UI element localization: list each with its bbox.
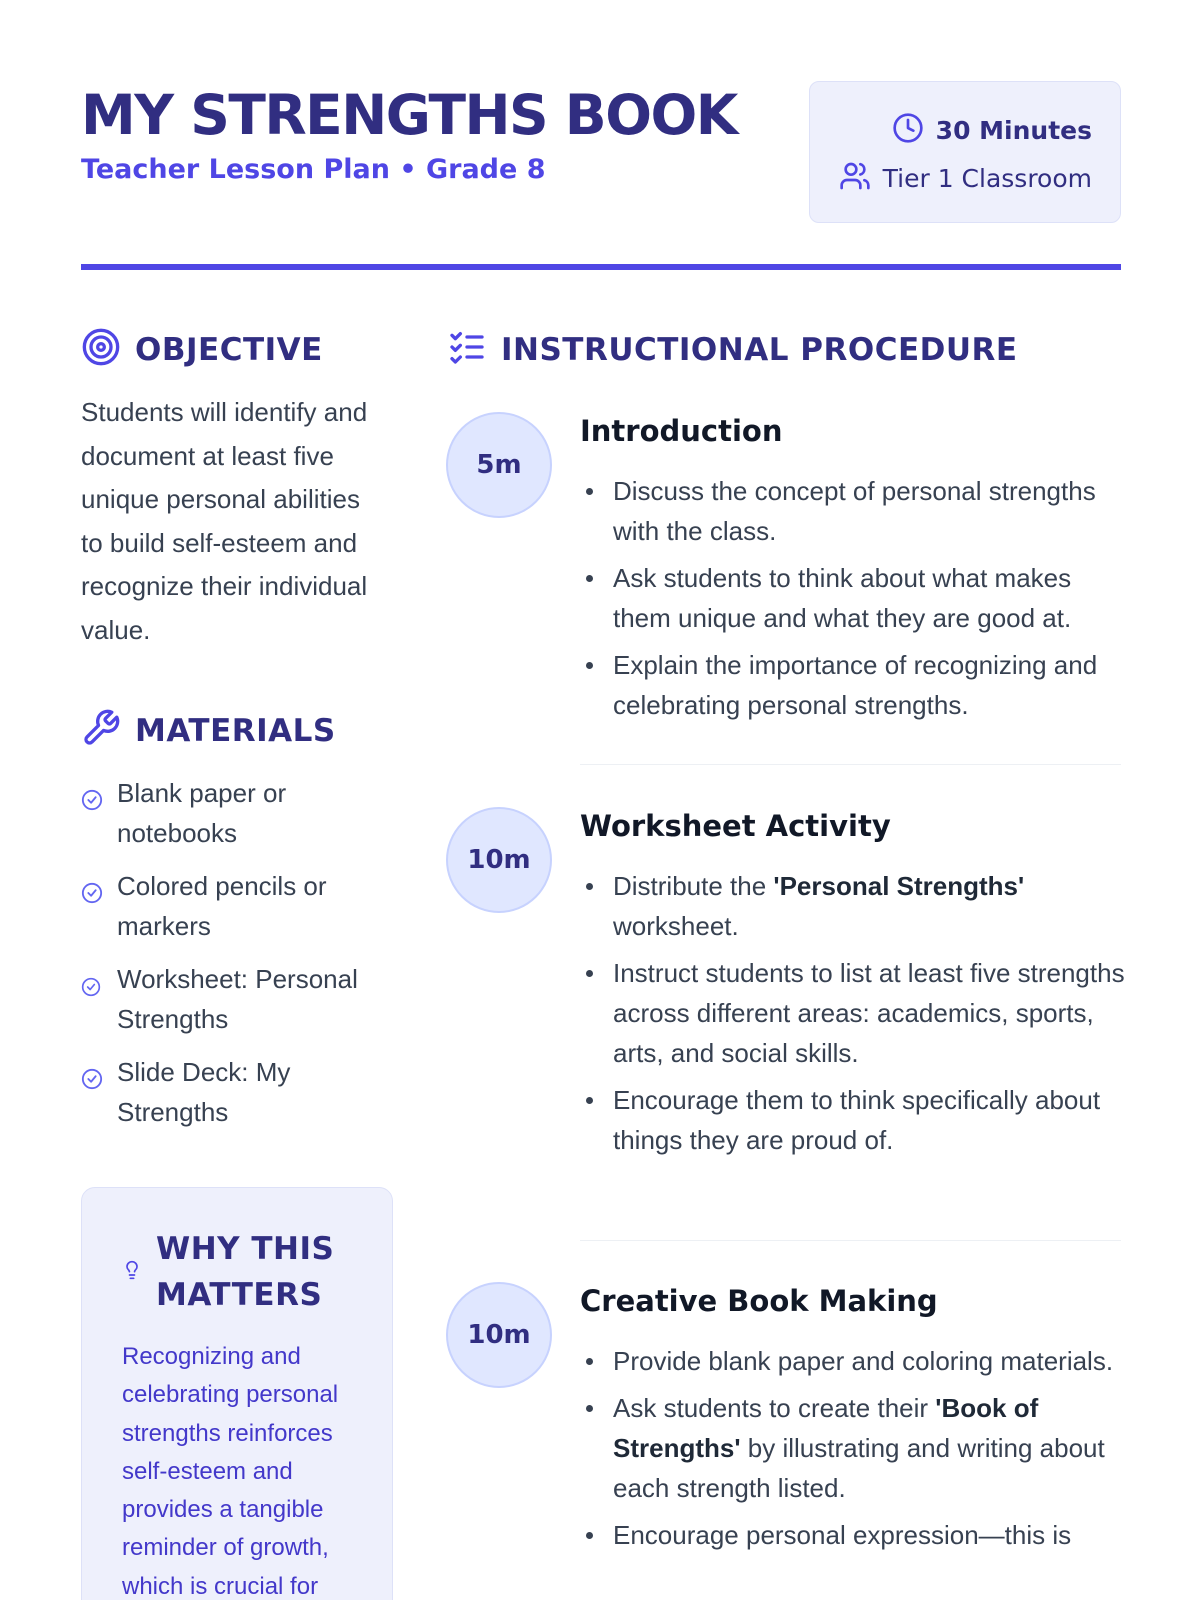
- check-circle-icon: [81, 968, 103, 1039]
- step-bullet: [580, 953, 1125, 1073]
- step-bullet: [580, 866, 1125, 946]
- materials-heading-label: MATERIALS: [135, 712, 336, 749]
- check-circle-icon: [81, 1061, 103, 1132]
- bullet-text: Ask students to think about what makes them unique and what they are good at.: [613, 563, 1072, 633]
- target-icon: [81, 327, 121, 372]
- why-this-matters-card: [81, 1187, 393, 1600]
- bullet-text: Explain the importance of recognizing and celebrating personal strengths.: [613, 650, 1098, 720]
- page-title: MY STRENGTHS BOOK: [81, 83, 737, 147]
- step-bullet: [580, 471, 1125, 551]
- step-bullet: [580, 645, 1125, 725]
- step-title: Creative Book Making: [580, 1284, 938, 1318]
- bullet-text: Encourage personal expression—this is: [613, 1520, 1072, 1550]
- step-bullet: [580, 1515, 1125, 1555]
- step-divider: [580, 1240, 1121, 1241]
- lesson-meta-card: [809, 81, 1121, 223]
- step-title: Introduction: [580, 414, 783, 448]
- objective-heading: [81, 327, 323, 372]
- materials-list: [81, 773, 401, 1145]
- duration-label: 30 Minutes: [935, 116, 1092, 145]
- material-item: [81, 866, 401, 946]
- material-item: [81, 959, 401, 1039]
- header-divider: [81, 264, 1121, 270]
- bullet-text: Ask students to create their: [613, 1393, 936, 1423]
- bullet-text: by illustrating and writing about each strength listed.: [613, 1433, 1105, 1503]
- bullet-emphasis: 'Personal Strengths': [773, 871, 1025, 901]
- step-divider: [580, 764, 1121, 765]
- material-item-label: Slide Deck: My Strengths: [117, 1057, 291, 1127]
- clock-icon: [892, 112, 924, 149]
- list-checks-icon: [447, 327, 487, 372]
- setting-label: Tier 1 Classroom: [882, 164, 1092, 193]
- why-heading: [122, 1226, 346, 1318]
- procedure-heading-label: INSTRUCTIONAL PROCEDURE: [501, 331, 1018, 368]
- wrench-icon: [81, 708, 121, 753]
- objective-text: Students will identify and document at least five unique personal abilities to build self-esteem and recognize their individual value.: [81, 397, 368, 645]
- material-item: [81, 1052, 401, 1132]
- step-title: Worksheet Activity: [580, 809, 891, 843]
- page-subtitle: Teacher Lesson Plan • Grade 8: [81, 154, 546, 185]
- bullet-text: Encourage them to think specifically about things they are proud of.: [613, 1085, 1101, 1155]
- step-bullet: [580, 1341, 1125, 1381]
- step-bullet: [580, 558, 1125, 638]
- material-item-label: Worksheet: Personal Strengths: [117, 964, 358, 1034]
- duration-row: [892, 112, 1092, 149]
- objective-heading-label: OBJECTIVE: [135, 331, 323, 368]
- step-duration-badge: 10m: [446, 1282, 552, 1388]
- users-icon: [839, 160, 871, 197]
- material-item: [81, 773, 401, 853]
- bullet-text: Instruct students to list at least five strengths across different areas: academics, sports, arts, and social skills.: [613, 958, 1125, 1068]
- step-duration-badge: 5m: [446, 412, 552, 518]
- why-heading-label: WHY THIS MATTERS: [156, 1231, 335, 1313]
- why-text: Recognizing and celebrating personal strengths reinforces self-esteem and provides a tangible reminder of growth, which is crucial for: [122, 1343, 339, 1600]
- bullet-text: Discuss the concept of personal strengths with the class.: [613, 476, 1096, 546]
- materials-heading: [81, 708, 336, 753]
- bullet-text: Distribute the: [613, 871, 774, 901]
- check-circle-icon: [81, 782, 103, 853]
- step-bullet-list: [580, 866, 1125, 1167]
- bullet-text: Provide blank paper and coloring materials.: [613, 1346, 1114, 1376]
- procedure-heading: [447, 327, 1018, 372]
- check-circle-icon: [81, 875, 103, 946]
- bullet-emphasis: 'Book of Strengths': [613, 1393, 1039, 1463]
- step-bullet: [580, 1388, 1125, 1508]
- step-duration-badge: 10m: [446, 807, 552, 913]
- bullet-text: worksheet.: [613, 911, 739, 941]
- step-bullet-list: [580, 471, 1125, 732]
- setting-row: [839, 160, 1092, 197]
- step-bullet-list: [580, 1341, 1125, 1562]
- step-bullet: [580, 1080, 1125, 1160]
- material-item-label: Blank paper or notebooks: [117, 778, 287, 848]
- material-item-label: Colored pencils or markers: [117, 871, 327, 941]
- lightbulb-icon: [122, 1260, 142, 1285]
